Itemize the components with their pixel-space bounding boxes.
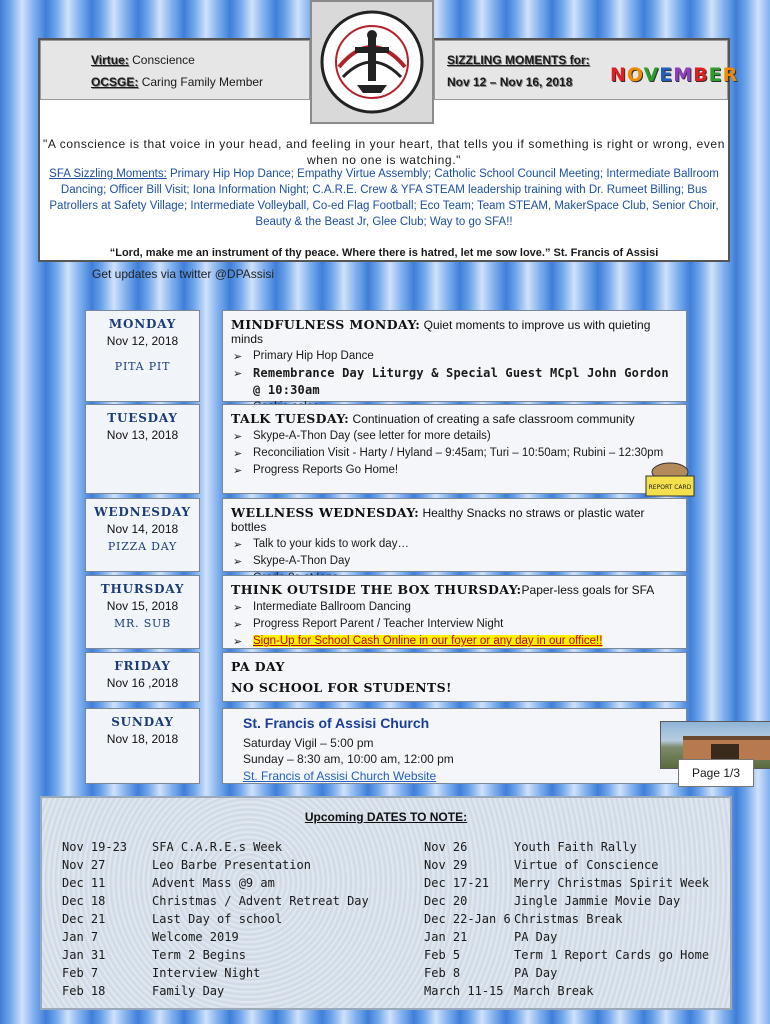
date-row (424, 910, 709, 928)
lunch-special: PIZZA DAY (107, 540, 178, 553)
event-label: Christmas Break (514, 912, 623, 926)
date-label: Nov 27 (62, 858, 106, 872)
page-number: Page 1/3 (678, 759, 754, 787)
schedule-row-thursday (85, 575, 687, 649)
event-label: Merry Christmas Spirit Week (514, 876, 710, 890)
banner-letter: B (693, 64, 709, 86)
events-cell (222, 498, 687, 572)
virtue-label: Virtue: (91, 53, 129, 67)
lunch-special: MR. SUB (113, 617, 172, 630)
date-label: Dec 18 (62, 894, 106, 908)
schedule-row-tuesday (85, 404, 687, 494)
ocsge-value: Caring Family Member (141, 75, 264, 89)
banner-letter: R (722, 64, 739, 86)
theme-title: WELLNESS WEDNESDAY: (231, 505, 420, 520)
date-label: Jan 31 (62, 948, 106, 962)
upcoming-dates (40, 796, 732, 1010)
event-label: Term 1 Report Cards go Home (514, 948, 710, 962)
date-row (62, 838, 369, 856)
event-label: March Break (514, 984, 594, 998)
sizzling-moments (44, 166, 724, 230)
church-door (711, 744, 739, 760)
theme-title: THINK OUTSIDE THE BOX THURSDAY: (231, 582, 522, 597)
theme-title: PA DAY (231, 659, 285, 674)
date-row (424, 982, 709, 1000)
list-item (231, 633, 678, 650)
theme-desc: Paper-less goals for SFA (521, 583, 655, 597)
banner-letter: V (643, 64, 660, 86)
date-label: Nov 29 (424, 858, 468, 872)
date-row (62, 910, 369, 928)
day-name: FRIDAY (114, 659, 171, 673)
sizzling-lead: SFA Sizzling Moments: (49, 168, 167, 180)
sizzling-body: Primary Hip Hop Dance; Empathy Virtue Assembly; Catholic School Council Meeting; Intermediate Ballroom Dancing; Officer Bill Visit; Iona Information Night; C.A.R.E. Crew & YFA STEAM leadership training with Dr. Rumeet Billing; Bus Patrollers at Safety Village; Intermediate Volleyball, Co-ed Flag Football; Eco Team; Team STEAM, MakerSpace Club, Senior Choir, Beauty & the Beast Jr, Glee Club; Way to go SFA!! (49, 168, 719, 228)
event-label: Interview Night (152, 966, 261, 980)
date-label: Jan 7 (62, 930, 99, 944)
ocsge-label: OCSGE: (91, 75, 139, 89)
date-label: Feb 5 (424, 948, 461, 962)
theme-title: MINDFULNESS MONDAY: (231, 317, 421, 332)
virtue-panel (40, 40, 310, 100)
event-label: Term 2 Begins (152, 948, 246, 962)
sizzling-title: SIZZLING MOMENTS for: (447, 53, 590, 67)
report-card-label: REPORT CARD (648, 484, 692, 491)
date-range: Nov 12 – Nov 16, 2018 (447, 75, 573, 89)
date-label: Dec 21 (62, 912, 106, 926)
list-item: ➢ Skype-A-Thon Day (see letter for more details) (231, 428, 678, 445)
date-row (62, 928, 369, 946)
date-row (62, 874, 369, 892)
event-label: Family Day (152, 984, 225, 998)
date-label: Nov 19-23 (62, 840, 128, 854)
list-item: ➢ Primary Hip Hop Dance (231, 348, 678, 365)
event-label: SFA C.A.R.E.s Week (152, 840, 283, 854)
date-label: Feb 18 (62, 984, 106, 998)
date-row (424, 928, 709, 946)
list-item: ➢ Progress Report Parent / Teacher Interview Night (231, 616, 678, 633)
banner-letter: E (659, 64, 674, 86)
banner-letter: E (708, 64, 723, 86)
day-name: WEDNESDAY (94, 505, 191, 519)
schedule-row-sunday (85, 708, 687, 784)
school-logo (310, 0, 434, 124)
date-row (424, 838, 709, 856)
events-cell (222, 652, 687, 702)
date-label: Feb 7 (62, 966, 99, 980)
virtue-quote: "A conscience is that voice in your head, and feeling in your heart, that tells you if something is right or wrong, even when no one is watching." (43, 137, 725, 167)
date-label: March 11-15 (424, 984, 504, 998)
day-name: SUNDAY (111, 715, 174, 729)
date-label: Feb 8 (424, 966, 461, 980)
date-label: Dec 11 (62, 876, 106, 890)
day-date: Nov 13, 2018 (106, 428, 179, 442)
schedule-row-friday (85, 652, 687, 702)
event-label: Youth Faith Rally (514, 840, 637, 854)
report-card-clipart (640, 460, 700, 498)
prayer-quote: “Lord, make me an instrument of thy peace. Where there is hatred, let me sow love.” St. Francis of Assisi (109, 247, 659, 259)
date-label: Jan 21 (424, 930, 468, 944)
date-label: Dec 22-Jan 6 (424, 912, 511, 926)
theme-desc: Quiet moments to improve us with quieting minds (231, 318, 651, 346)
date-row (424, 946, 709, 964)
date-row (62, 964, 369, 982)
day-name: TUESDAY (107, 411, 178, 425)
event-label: PA Day (514, 930, 558, 944)
mass-time: Sunday – 8:30 am, 10:00 am, 12:00 pm (243, 752, 454, 766)
banner-letter: O (626, 64, 644, 86)
date-row (62, 892, 369, 910)
day-name: THURSDAY (100, 582, 185, 596)
day-cell (85, 708, 200, 784)
event-label: PA Day (514, 966, 558, 980)
schedule-row-monday (85, 310, 687, 402)
list-item: ➢ Skype-A-Thon Day (231, 553, 678, 570)
twitter-note: Get updates via twitter @DPAssisi (92, 267, 275, 281)
event-label: Advent Mass @9 am (152, 876, 275, 890)
theme-title: TALK TUESDAY: (231, 411, 350, 426)
day-date: Nov 16 ,2018 (106, 676, 179, 690)
events-cell (222, 404, 687, 494)
event-label: Jingle Jammie Movie Day (514, 894, 681, 908)
date-label: Dec 17-21 (424, 876, 490, 890)
date-row (424, 964, 709, 982)
schedule-row-wednesday (85, 498, 687, 572)
list-item: ➢ Reconciliation Visit - Harty / Hyland – 9:45am; Turi – 10:50am; Rubini – 12:30pm (231, 445, 678, 462)
events-cell (222, 310, 687, 402)
date-label: Dec 20 (424, 894, 468, 908)
day-date: Nov 18, 2018 (106, 732, 179, 746)
banner-letter: N (610, 64, 627, 86)
date-row (62, 982, 369, 1000)
event-label: Virtue of Conscience (514, 858, 659, 872)
event-label: Leo Barbe Presentation (152, 858, 311, 872)
church-title: St. Francis of Assisi Church (243, 715, 430, 731)
theme-desc: Healthy Snacks no straws or plastic water bottles (231, 506, 645, 534)
highlight-text: Sign-Up for School Cash Online in our foyer or any day in our office!! (253, 635, 603, 647)
november-text (610, 64, 738, 86)
banner-letter: M (673, 64, 694, 86)
day-date: Nov 14, 2018 (106, 522, 179, 536)
list-item: ➢ Remembrance Day Liturgy & Special Guest MCpl John Gordon @ 10:30am (231, 365, 678, 399)
church-website-link[interactable]: St. Francis of Assisi Church Website (243, 769, 437, 783)
theme-desc: Continuation of creating a safe classroom community (352, 412, 635, 426)
events-cell (222, 708, 687, 784)
upcoming-left-column (62, 838, 369, 1000)
no-school-note: NO SCHOOL FOR STUDENTS! (231, 680, 452, 695)
date-row (424, 892, 709, 910)
mass-time: Saturday Vigil – 5:00 pm (243, 736, 374, 750)
day-name: MONDAY (108, 317, 177, 331)
date-row (424, 874, 709, 892)
day-cell (85, 404, 200, 494)
event-label: Christmas / Advent Retreat Day (152, 894, 369, 908)
day-cell (85, 575, 200, 649)
list-item: ➢ Talk to your kids to work day… (231, 536, 678, 553)
lunch-special: PITA PIT (114, 360, 171, 373)
date-row (424, 856, 709, 874)
day-cell (85, 498, 200, 572)
virtue-value: Conscience (132, 53, 195, 67)
event-label: Last Day of school (152, 912, 283, 926)
day-cell (85, 310, 200, 402)
list-item: ➢ Progress Reports Go Home! (231, 462, 678, 479)
upcoming-title: Upcoming DATES TO NOTE: (304, 810, 468, 824)
november-banner (610, 60, 739, 90)
date-label: Nov 26 (424, 840, 468, 854)
day-cell (85, 652, 200, 702)
date-row (62, 946, 369, 964)
events-cell (222, 575, 687, 649)
event-label: Welcome 2019 (152, 930, 239, 944)
upcoming-right-column (424, 838, 709, 1000)
day-date: Nov 15, 2018 (106, 599, 179, 613)
list-item: ➢ Intermediate Ballroom Dancing (231, 599, 678, 616)
day-date: Nov 12, 2018 (106, 334, 179, 348)
date-row (62, 856, 369, 874)
